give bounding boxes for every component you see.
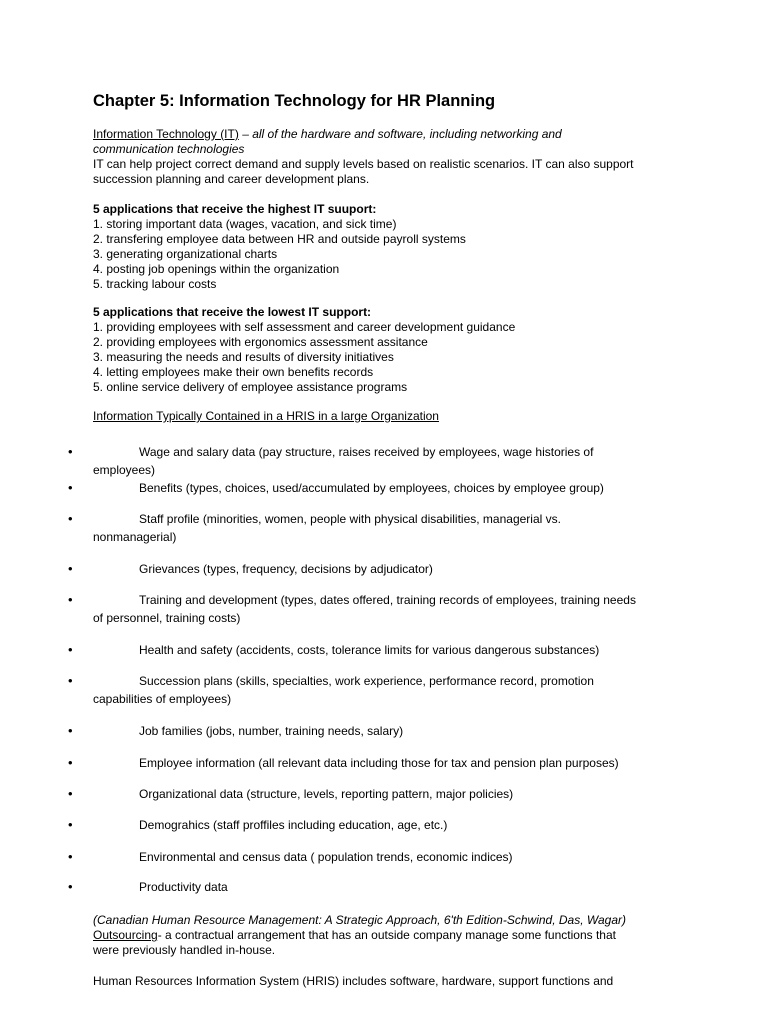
list-item-text: Training and development (types, dates offered, training records of employees, training needs	[139, 593, 636, 607]
highest-item: 5. tracking labour costs	[93, 277, 217, 291]
highest-support-list	[93, 202, 693, 292]
bullet-icon: •	[68, 673, 73, 688]
citation-block	[93, 913, 693, 958]
hris-definition-block	[93, 974, 693, 989]
list-item-text-cont: employees)	[93, 463, 156, 477]
list-item-text: Benefits (types, choices, used/accumulated by employees, choices by employee group)	[139, 481, 604, 495]
bullet-icon: •	[68, 444, 73, 459]
bullet-icon: •	[68, 592, 73, 607]
list-item-text: Environmental and census data ( population trends, economic indices)	[139, 850, 513, 864]
bullet-icon: •	[68, 879, 73, 894]
it-def-line2: communication technologies	[93, 142, 245, 156]
bullet-icon: •	[68, 817, 73, 832]
bullet-icon: •	[68, 561, 73, 576]
it-def-line1: all of the hardware and software, including networking and	[252, 127, 562, 141]
bullet-icon: •	[68, 786, 73, 801]
list-item-text: Employee information (all relevant data including those for tax and pension plan purposes)	[139, 756, 619, 770]
list-item-text: Job families (jobs, number, training needs, salary)	[139, 724, 404, 738]
list-item-text: Succession plans (skills, specialties, work experience, performance record, promotion	[139, 674, 594, 688]
it-para-line1: IT can help project correct demand and supply levels based on realistic scenarios. IT can also support	[93, 157, 634, 171]
hris-heading-block	[93, 409, 693, 424]
list-item-text-cont: of personnel, training costs)	[93, 611, 241, 625]
citation: (Canadian Human Resource Management: A Strategic Approach, 6'th Edition-Schwind, Das, Wagar)	[93, 913, 627, 927]
hris-definition: Human Resources Information System (HRIS) includes software, hardware, support functions and	[93, 974, 614, 988]
it-definition	[93, 127, 693, 187]
hris-heading: Information Typically Contained in a HRIS in a large Organization	[93, 409, 439, 423]
outsourcing-def-line2: were previously handled in-house.	[93, 943, 276, 957]
lowest-item: 2. providing employees with ergonomics assessment assitance	[93, 335, 428, 349]
bullet-icon: •	[68, 849, 73, 864]
highest-item: 4. posting job openings within the organization	[93, 262, 340, 276]
list-item-text: Demograhics (staff proffiles including education, age, etc.)	[139, 818, 448, 832]
list-item-text: Organizational data (structure, levels, reporting pattern, major policies)	[139, 787, 514, 801]
lowest-support-list	[93, 305, 693, 395]
list-item-text: Wage and salary data (pay structure, raises received by employees, wage histories of	[139, 445, 594, 459]
highest-item: 2. transfering employee data between HR and outside payroll systems	[93, 232, 466, 246]
lowest-item: 1. providing employees with self assessment and career development guidance	[93, 320, 516, 334]
highest-heading: 5 applications that receive the highest IT suuport:	[93, 202, 377, 216]
bullet-icon: •	[68, 723, 73, 738]
lowest-item: 5. online service delivery of employee assistance programs	[93, 380, 408, 394]
list-item-text: Grievances (types, frequency, decisions by adjudicator)	[139, 562, 433, 576]
bullet-icon: •	[68, 642, 73, 657]
list-item-text-cont: capabilities of employees)	[93, 692, 232, 706]
outsourcing-term: Outsourcing	[93, 928, 158, 942]
highest-item: 3. generating organizational charts	[93, 247, 278, 261]
lowest-item: 3. measuring the needs and results of diversity initiatives	[93, 350, 394, 364]
list-item-text-cont: nonmanagerial)	[93, 530, 177, 544]
bullet-icon: •	[68, 480, 73, 495]
outsourcing-def-line1: - a contractual arrangement that has an outside company manage some functions that	[157, 928, 616, 942]
lowest-heading: 5 applications that receive the lowest IT support:	[93, 305, 372, 319]
list-item-text: Staff profile (minorities, women, people with physical disabilities, managerial vs.	[139, 512, 561, 526]
lowest-item: 4. letting employees make their own benefits records	[93, 365, 374, 379]
bullet-icon: •	[68, 755, 73, 770]
list-item-text: Productivity data	[139, 880, 228, 894]
highest-item: 1. storing important data (wages, vacation, and sick time)	[93, 217, 397, 231]
bullet-icon: •	[68, 511, 73, 526]
page-title: Chapter 5: Information Technology for HR Planning	[93, 92, 496, 110]
it-term: Information Technology (IT)	[93, 127, 239, 141]
it-sep: –	[238, 127, 253, 141]
list-item-text: Health and safety (accidents, costs, tolerance limits for various dangerous substances)	[139, 643, 600, 657]
it-para-line2: succession planning and career development plans.	[93, 172, 370, 186]
